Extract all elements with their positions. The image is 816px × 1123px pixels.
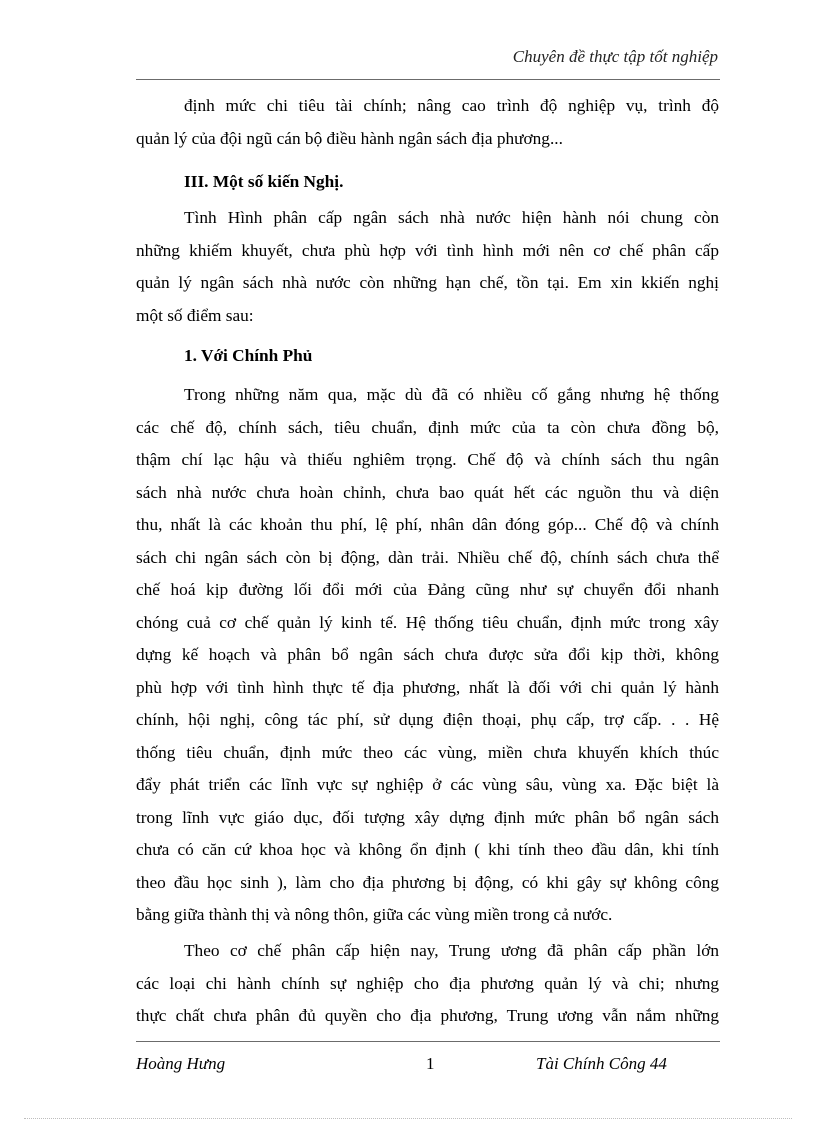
text-line: trong lĩnh vực giáo dục, đối tượng xây dựng định mức phân bổ ngân sách xyxy=(136,807,719,827)
text-line: chế hoá kịp đường lối đổi mới của Đảng cũng như sự chuyển đổi nhanh xyxy=(136,580,719,599)
text-line: quản lý ngân sách nhà nước còn những hạn chế, tồn tại. Em xin kkiến nghị xyxy=(136,273,719,292)
text-line: đẩy phát triển các lĩnh vực sự nghiệp ở các vùng sâu, vùng xa. Đặc biệt là xyxy=(136,775,719,794)
text-line: sách nhà nước chưa hoàn chỉnh, chưa bao quát hết các nguồn thu và diện xyxy=(136,482,719,502)
section-heading: III. Một số kiến Nghị. xyxy=(184,172,344,191)
text-line: theo đầu học sinh ), làm cho địa phương bị động, có khi gây sự không công xyxy=(136,872,719,892)
text-line: các chế độ, chính sách, tiêu chuẩn, định mức của ta còn chưa đồng bộ, xyxy=(136,417,719,437)
text-line: phù hợp với tình hình thực tế địa phương, nhất là đối với chi quản lý hành xyxy=(136,677,719,697)
subsection-heading-block xyxy=(136,340,719,373)
paragraph-intro xyxy=(136,90,719,155)
text-line: Trong những năm qua, mặc dù đã có nhiều cố gắng nhưng hệ thống xyxy=(184,385,719,404)
text-line: Tình Hình phân cấp ngân sách nhà nước hiện hành nói chung còn xyxy=(184,208,719,227)
text-line: thậm chí lạc hậu và thiếu nghiêm trọng. Chế độ và chính sách thu ngân xyxy=(136,450,719,469)
paragraph-situation xyxy=(136,202,719,332)
text-line: những khiếm khuyết, chưa phù hợp với tình hình mới nên cơ chế phân cấp xyxy=(136,240,719,260)
text-line: một số điểm sau: xyxy=(136,305,254,325)
footer-author: Hoàng Hưng xyxy=(136,1054,226,1073)
text-line: chưa có căn cứ khoa học và không ổn định ( khi tính theo đầu dân, khi tính xyxy=(136,840,719,859)
header-divider xyxy=(136,79,720,80)
text-line: quản lý của đội ngũ cán bộ điều hành ngân sách địa phương... xyxy=(136,128,563,148)
text-line: chóng cuả cơ chế quản lý kinh tế. Hệ thống tiêu chuẩn, định mức trong xây xyxy=(136,612,719,632)
page-number: 1 xyxy=(426,1054,435,1073)
text-line: thống tiêu chuẩn, định mức theo các vùng, miền chưa khuyến khích thúc xyxy=(136,742,719,762)
subsection-heading: 1. Với Chính Phủ xyxy=(184,346,313,365)
text-line: thu, nhất là các khoản thu phí, lệ phí, nhân dân đóng góp... Chế độ và chính xyxy=(136,515,719,534)
text-line: dựng kế hoạch và phân bổ ngân sách chưa được sửa đổi kịp thời, không xyxy=(136,645,719,664)
text-line: định mức chi tiêu tài chính; nâng cao trình độ nghiệp vụ, trình độ xyxy=(184,96,719,115)
page-header-title: Chuyên đề thực tập tốt nghiệp xyxy=(512,47,718,66)
text-line: bằng giữa thành thị và nông thôn, giữa các vùng miền trong cả nước. xyxy=(136,905,613,924)
section-heading-block xyxy=(136,166,719,199)
footer-divider xyxy=(136,1041,720,1042)
paragraph-mechanism xyxy=(136,935,719,1033)
paragraph-government xyxy=(136,379,719,932)
page-bottom-edge xyxy=(24,1118,792,1119)
text-line: thực chất chưa phân đủ quyền cho địa phương, Trung ương vẫn nắm những xyxy=(136,1006,719,1025)
text-line: Theo cơ chế phân cấp hiện nay, Trung ương đã phân cấp phần lớn xyxy=(184,941,719,960)
text-line: sách chi ngân sách còn bị động, dàn trải. Nhiều chế độ, chính sách chưa thể xyxy=(136,547,719,567)
text-line: chính, hội nghị, công tác phí, sử dụng điện thoại, phụ cấp, trợ cấp. . . Hệ xyxy=(136,710,719,729)
footer-class-name: Tài Chính Công 44 xyxy=(536,1054,667,1073)
text-line: các loại chi hành chính sự nghiệp cho địa phương quản lý và chi; nhưng xyxy=(136,973,719,993)
